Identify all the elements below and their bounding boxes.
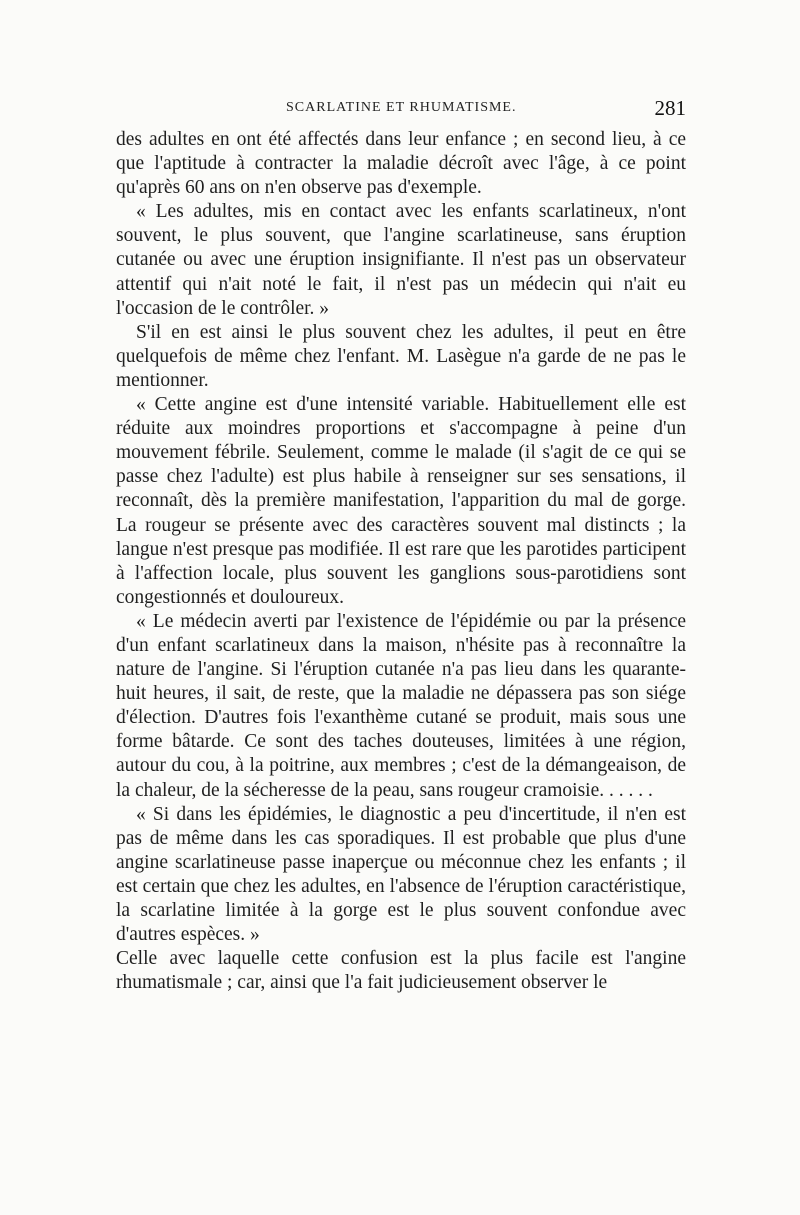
paragraph-4: « Cette angine est d'une intensité variable. Habituellement elle est réduite aux moindres proportions et s'accompagne à peine d'un mouvement fébrile. Seulement, comme le malade (il s'agit de ce qui se passe chez l'adulte) est plus habile à renseigner sur ses sensations, il reconnaît, dès la première manifestation, l'apparition du mal de gorge. La rougeur se présente avec des caractères souvent mal distincts ; la langue n'est presque pas modifiée. Il est rare que les parotides participent à l'affection locale, plus souvent les ganglions sous-parotidiens sont congestionnés et douloureux.	[116, 394, 686, 608]
page-number: 281	[654, 96, 686, 120]
page-header	[116, 96, 686, 124]
paragraph-5: « Le médecin averti par l'existence de l'épidémie ou par la présence d'un enfant scarlatineux dans la maison, n'hésite pas à reconnaître la nature de l'angine. Si l'éruption cutanée n'a pas lieu dans les quarante-huit heures, il sait, de reste, que la maladie ne dépassera pas son siége d'élection. D'autres fois l'exanthème cutané se produit, mais sous une forme bâtarde. Ce sont des taches douteuses, limitées à une région, autour du cou, à la poitrine, aux membres ; c'est de la démangeaison, de la chaleur, de la sécheresse de la peau, sans rougeur cramoisie. . . . . .	[116, 610, 686, 801]
body-text	[116, 128, 686, 995]
paragraph-1: des adultes en ont été affectés dans leur enfance ; en second lieu, à ce que l'aptitude à contracter la maladie décroît avec l'âge, à ce point qu'après 60 ans on n'en observe pas d'exemple.	[116, 129, 686, 199]
running-title: SCARLATINE ET RHUMATISME.	[286, 100, 517, 115]
paragraph-2: « Les adultes, mis en contact avec les enfants scarlatineux, n'ont souvent, le plus souvent, que l'angine scarlatineuse, sans éruption cutanée ou avec une éruption insignifiante. Il n'est pas un observateur attentif qui n'ait noté le fait, il n'est pas un médecin qui n'ait eu l'occasion de le contrôler. »	[116, 201, 686, 319]
paragraph-7: Celle avec laquelle cette confusion est la plus facile est l'angine rhumatismale ; car, ainsi que l'a fait judicieusement observer le	[116, 948, 686, 994]
paragraph-3: S'il en est ainsi le plus souvent chez les adultes, il peut en être quelquefois de même chez l'enfant. M. Lasègue n'a garde de ne pas le mentionner.	[116, 321, 686, 391]
paragraph-6: « Si dans les épidémies, le diagnostic a peu d'incertitude, il n'en est pas de même dans les cas sporadiques. Il est probable que plus d'une angine scarlatineuse passe inaperçue ou méconnue chez les enfants ; il est certain que chez les adultes, en l'absence de l'éruption caractéristique, la scarlatine limitée à la gorge est le plus souvent confondue avec d'autres espèces. »	[116, 803, 686, 946]
